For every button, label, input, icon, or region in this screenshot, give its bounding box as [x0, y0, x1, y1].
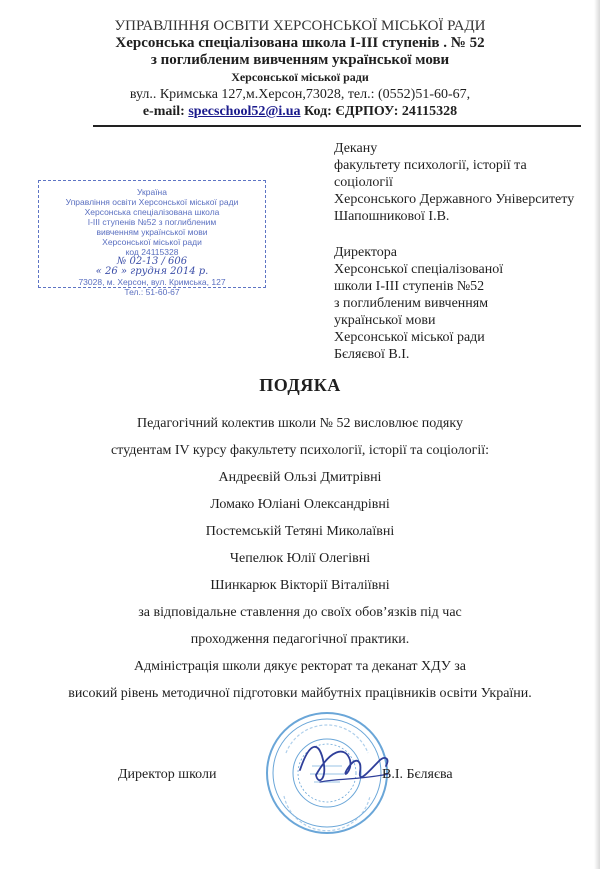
letterhead-school: Херсонська спеціалізована школа І-ІІІ ступенів . № 52 [115, 35, 485, 51]
body-line: Адміністрація школи дякує ректорат та деканат ХДУ за [133, 659, 467, 674]
signatory-role: Директор школи [118, 767, 217, 782]
body-line: високий рівень методичної підготовки майбутніх працівників освіти України. [68, 686, 532, 701]
letter-body [0, 410, 600, 707]
recipient-line: Херсонської спеціалізованої [334, 262, 504, 277]
stamp-date: « 26 » грудня 2014 р. [95, 266, 209, 277]
student-name: Шинкарюк Вікторії Віталіївні [210, 578, 390, 593]
letterhead-authority: УПРАВЛІННЯ ОСВІТИ ХЕРСОНСЬКОЇ МІСЬКОЇ РАДИ [114, 18, 486, 34]
recipients [334, 140, 574, 363]
document-title: ПОДЯКА [259, 375, 341, 395]
recipient-line: Бєляєвої В.І. [334, 347, 410, 362]
recipient-line: Декану [334, 141, 378, 156]
director-signature [290, 730, 400, 800]
letterhead-address: вул.. Кримська 127,м.Херсон,73028, тел.: (0552)51-60-67, [129, 87, 471, 102]
stamp-line: Управління освіти Херсонської міської ради [65, 197, 239, 207]
recipient-dean [334, 140, 574, 225]
recipient-line: соціології [334, 175, 393, 190]
recipient-line: Херсонського Державного Університету [334, 192, 575, 207]
stamp-outgoing-number: № 02-13 / 606 [116, 256, 188, 267]
stamp-line: Україна [137, 187, 167, 197]
student-name: Ломако Юліані Олександрівні [210, 497, 390, 512]
body-line: Педагогічний колектив школи № 52 висловлює подяку [137, 416, 463, 431]
stamp-line: вивченням української мови [96, 227, 208, 237]
body-line: за відповідальне ставлення до своїх обов’язків під час [138, 605, 462, 620]
student-name: Чепелюк Юлії Олегівні [229, 551, 371, 566]
stamp-address: 73028, м. Херсон, вул. Кримська, 127 [78, 277, 226, 287]
recipient-director [334, 244, 574, 363]
stamp-phone: Тел.: 51-60-67 [124, 287, 180, 297]
recipient-line: з поглибленим вивченням [334, 296, 489, 311]
registration-stamp [38, 180, 266, 297]
recipient-line: Шапошникової І.В. [334, 209, 450, 224]
student-name: Постемській Тетяні Миколаївні [205, 524, 395, 539]
header-divider [93, 125, 581, 127]
edrpou-code: Код: ЄДРПОУ: 24115328 [300, 104, 458, 119]
stamp-line: Херсонська спеціалізована школа [84, 207, 220, 217]
body-line: студентам IV курсу факультету психології, історії та соціології: [110, 443, 490, 458]
recipient-line: української мови [334, 313, 436, 328]
recipient-line: факультету психології, історії та [334, 158, 527, 173]
letterhead [0, 18, 600, 120]
student-name: Андреєвій Ользі Дмитрівні [218, 470, 382, 485]
letterhead-council: Херсонської міської ради [231, 70, 369, 84]
signatory-name: В.І. Бєляєва [382, 767, 453, 782]
stamp-line: Херсонської міської ради [102, 237, 202, 247]
recipient-line: Директора [334, 245, 398, 260]
stamp-line: І-ІІІ ступенів №52 з поглибленим [87, 217, 217, 227]
stamp-line: код 24115328 [125, 247, 179, 257]
body-line: проходження педагогічної практики. [190, 632, 410, 647]
email-label: e-mail: [142, 104, 189, 119]
recipient-line: школи І-ІІІ ступенів №52 [334, 279, 485, 294]
email-link[interactable]: specschool52@i.ua [188, 104, 301, 119]
letterhead-contacts [0, 103, 600, 120]
recipient-line: Херсонської міської ради [334, 330, 485, 345]
letterhead-specialization: з поглибленим вивченням української мови [150, 52, 450, 68]
